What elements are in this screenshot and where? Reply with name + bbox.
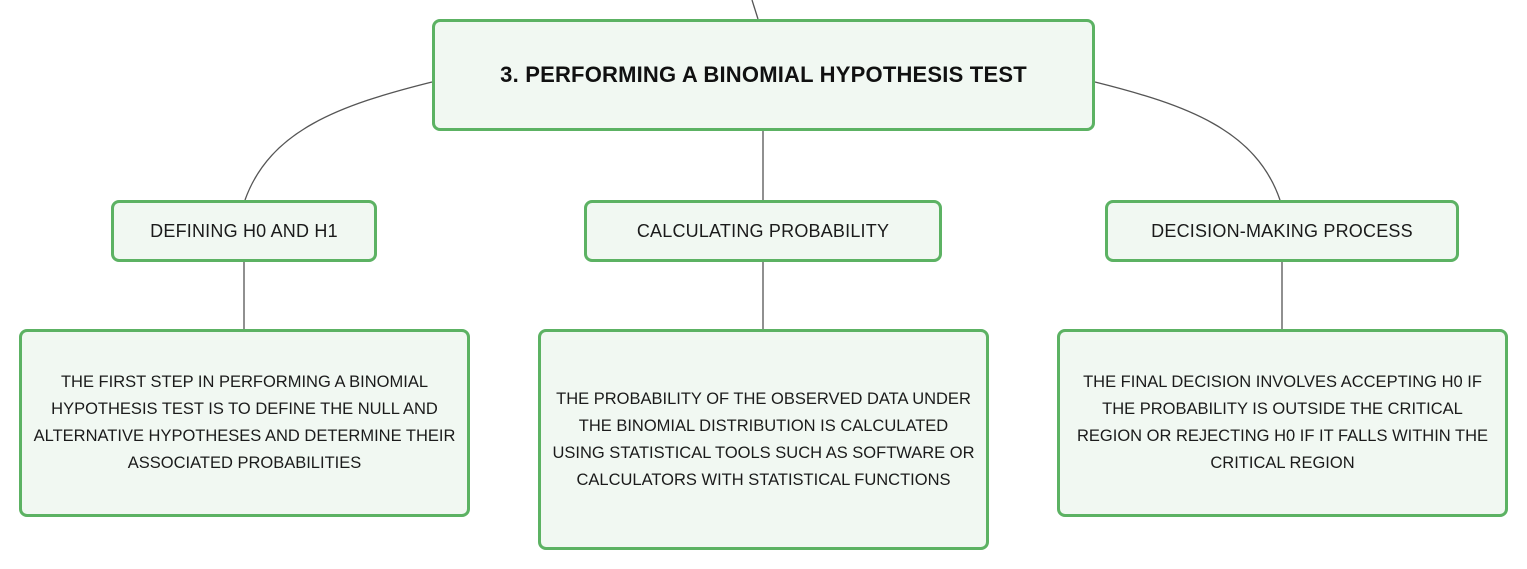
branch-title: DEFINING H0 AND H1 xyxy=(150,220,338,241)
branch-node-calculating-probability[interactable] xyxy=(584,200,942,262)
root-topic-node[interactable] xyxy=(432,19,1095,131)
detail-node-defining-h0-h1[interactable] xyxy=(19,329,470,517)
root-topic-title: 3. PERFORMING A BINOMIAL HYPOTHESIS TEST xyxy=(500,62,1027,87)
connector-root-to-decision xyxy=(1095,82,1280,200)
branch-node-defining-h0-h1[interactable] xyxy=(111,200,377,262)
detail-text: THE PROBABILITY OF THE OBSERVED DATA UNDER THE BINOMIAL DISTRIBUTION IS CALCULATED USING STATISTICAL TOOLS SUCH AS SOFTWARE OR CALCULATORS WITH STATISTICAL FUNCTIONS xyxy=(552,389,975,489)
detail-text: THE FIRST STEP IN PERFORMING A BINOMIAL HYPOTHESIS TEST IS TO DEFINE THE NULL AND ALTERNATIVE HYPOTHESES AND DETERMINE THEIR ASSOCIATED PROBABILITIES xyxy=(33,373,456,472)
branch-node-decision-making-process[interactable] xyxy=(1105,200,1459,262)
branch-title: CALCULATING PROBABILITY xyxy=(636,220,890,241)
detail-node-decision-making-process[interactable] xyxy=(1057,329,1508,517)
connector-parent-to-root xyxy=(752,0,758,19)
connector-root-to-defining xyxy=(245,82,432,200)
branch-title: DECISION-MAKING PROCESS xyxy=(1151,220,1413,241)
detail-node-calculating-probability[interactable] xyxy=(538,329,989,550)
detail-text: THE FINAL DECISION INVOLVES ACCEPTING H0 IF THE PROBABILITY IS OUTSIDE THE CRITICAL REGION OR REJECTING H0 IF IT FALLS WITHIN THE CRITICAL REGION xyxy=(1076,373,1489,472)
